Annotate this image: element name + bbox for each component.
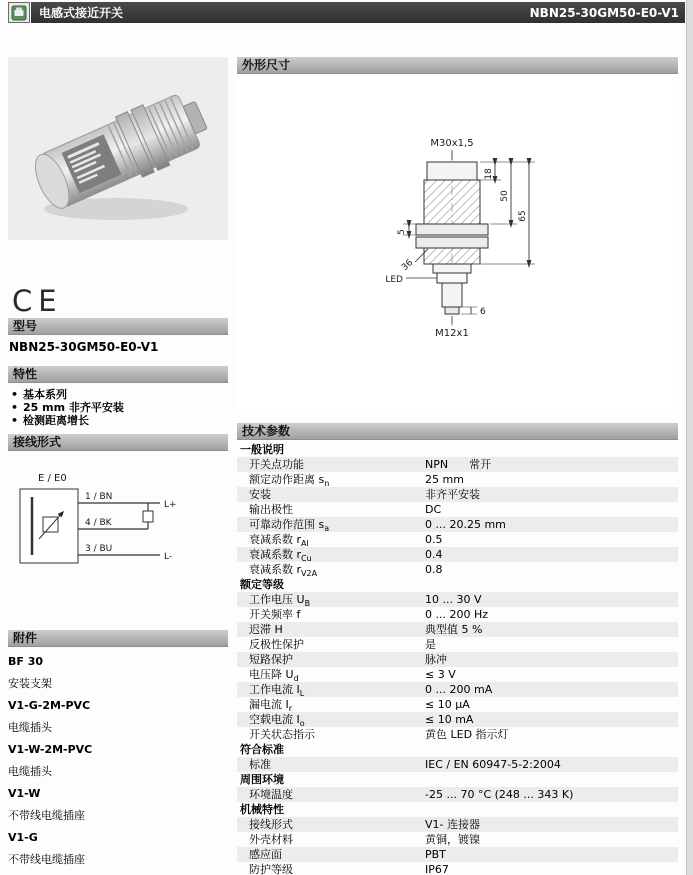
wire-label-bk: 4 / BK bbox=[85, 518, 112, 528]
model-value: NBN25-30GM50-E0-V1 bbox=[9, 340, 159, 354]
tech-row bbox=[237, 832, 678, 847]
connector-tip bbox=[445, 307, 459, 314]
tech-section-title: 一般说明 bbox=[240, 443, 284, 456]
sensor-logo-icon bbox=[11, 5, 27, 21]
dim-nut-label: 5 bbox=[397, 229, 407, 235]
tech-row-value: 0.4 bbox=[425, 548, 443, 561]
tech-row-label: 短路保护 bbox=[249, 653, 293, 666]
tech-row bbox=[237, 637, 678, 652]
accessory-desc: 不带线电缆插座 bbox=[8, 809, 85, 822]
dim-flats-label: 36 bbox=[400, 257, 416, 274]
tech-row-value: 是 bbox=[425, 638, 436, 651]
connection-heading: 接线形式 bbox=[8, 434, 228, 451]
tech-row-label: 漏电流 $I_r$ bbox=[249, 698, 293, 712]
part-number: NBN25-30GM50-E0-V1 bbox=[529, 5, 679, 20]
tech-row bbox=[237, 517, 678, 532]
dim-tip-label: 6 bbox=[480, 307, 486, 317]
tech-row-value: 25 mm bbox=[425, 473, 464, 486]
accessory-name: V1-W bbox=[8, 787, 41, 800]
tech-row-label: 环境温度 bbox=[249, 788, 293, 801]
tech-row bbox=[237, 697, 678, 712]
tech-heading: 技术参数 bbox=[237, 423, 678, 440]
connector-size-label: M12x1 bbox=[435, 328, 469, 339]
header-bar-inner bbox=[31, 2, 685, 23]
tech-row bbox=[237, 502, 678, 517]
tech-row bbox=[237, 607, 678, 622]
dim-thread-length-label: 50 bbox=[500, 190, 510, 202]
feature-item: • 基本系列 bbox=[11, 388, 228, 401]
accessory-desc: 电缆插头 bbox=[8, 765, 52, 778]
tech-row-label: 衰减系数 $r_{Al}$ bbox=[249, 533, 309, 547]
sensor-nut-1 bbox=[416, 224, 488, 235]
tech-row bbox=[237, 457, 678, 472]
tech-row-label: 开关状态指示 bbox=[249, 728, 315, 741]
feature-item: • 25 mm 非齐平安装 bbox=[11, 401, 228, 414]
tech-row-label: 工作电压 $U_B$ bbox=[249, 593, 311, 607]
wire-label-bu: 3 / BU bbox=[85, 544, 113, 554]
tech-row-label: 外壳材料 bbox=[249, 833, 293, 846]
sensor-flange bbox=[433, 264, 471, 273]
features-list bbox=[11, 388, 228, 427]
tech-row bbox=[237, 532, 678, 547]
tech-row bbox=[237, 592, 678, 607]
tech-row bbox=[237, 667, 678, 682]
tech-row-value: 黄色 LED 指示灯 bbox=[425, 728, 509, 741]
tech-row bbox=[237, 757, 678, 772]
wiring-type-label: E / E0 bbox=[38, 473, 67, 484]
led-label: LED bbox=[385, 275, 403, 285]
features-heading: 特性 bbox=[8, 366, 228, 383]
thread-size-label: M30x1,5 bbox=[430, 138, 474, 149]
page-title: 电感式接近开关 bbox=[39, 6, 124, 20]
led-ring bbox=[437, 273, 467, 283]
tech-row bbox=[237, 712, 678, 727]
tech-section-title: 额定等级 bbox=[240, 578, 284, 591]
tech-row-value: DC bbox=[425, 503, 442, 516]
tech-row-value: 典型值 5 % bbox=[425, 623, 483, 636]
sensor-lower-thread bbox=[424, 248, 480, 264]
sensor-nut-2 bbox=[416, 237, 488, 248]
tech-row-label: 安装 bbox=[249, 488, 271, 501]
tech-row-value: 0.8 bbox=[425, 563, 443, 576]
tech-row-value: ≤ 3 V bbox=[425, 668, 456, 681]
accessory-desc: 安装支架 bbox=[8, 677, 52, 690]
tech-row bbox=[237, 562, 678, 577]
dim-cap-label: 18 bbox=[484, 168, 494, 180]
sensor-cap bbox=[427, 162, 477, 180]
accessory-name: V1-G-2M-PVC bbox=[8, 699, 91, 712]
feature-item: • 检测距离增长 bbox=[11, 414, 228, 427]
tech-row bbox=[237, 727, 678, 742]
accessory-name: V1-G bbox=[8, 831, 38, 844]
tech-row-value: 10 ... 30 V bbox=[425, 593, 482, 606]
tech-row-value: V1- 连接器 bbox=[425, 818, 480, 831]
tech-row-label: 衰减系数 $r_{V2A}$ bbox=[249, 563, 318, 577]
tech-table bbox=[237, 442, 678, 875]
dimensions-heading: 外形尺寸 bbox=[237, 57, 678, 74]
tech-row-label: 感应面 bbox=[249, 848, 282, 861]
tech-row bbox=[237, 622, 678, 637]
tech-row-value: 0.5 bbox=[425, 533, 443, 546]
tech-row bbox=[237, 472, 678, 487]
tech-section-title: 符合标准 bbox=[240, 743, 284, 756]
tech-row-value: 黄铜，镀镍 bbox=[425, 833, 480, 846]
tech-row bbox=[237, 862, 678, 875]
ce-mark: CE bbox=[12, 284, 63, 318]
header-bar bbox=[8, 2, 685, 23]
model-heading: 型号 bbox=[8, 318, 228, 335]
tech-row-value: 非齐平安装 bbox=[425, 488, 480, 501]
sensor-body-photo bbox=[27, 85, 215, 217]
tech-row-label: 开关点功能 bbox=[249, 458, 304, 471]
product-photo bbox=[8, 57, 228, 240]
tech-row bbox=[237, 682, 678, 697]
page-edge-strip bbox=[686, 0, 693, 875]
tech-row-label: 防护等级 bbox=[249, 863, 293, 875]
tech-row-label: 可靠动作范围 $s_a$ bbox=[249, 518, 330, 532]
dimension-drawing bbox=[237, 74, 678, 414]
tech-row-value: IP67 bbox=[425, 863, 449, 875]
right-column bbox=[237, 57, 678, 875]
rail-label-lplus: L+ bbox=[164, 500, 177, 510]
accessory-desc: 不带线电缆插座 bbox=[8, 853, 85, 866]
tech-row-label: 空载电流 $I_o$ bbox=[249, 713, 305, 727]
tech-section-title: 机械特性 bbox=[240, 803, 284, 816]
tech-row-value: ≤ 10 mA bbox=[425, 713, 474, 726]
tech-row-label: 接线形式 bbox=[249, 818, 293, 831]
tech-row-label: 衰减系数 $r_{Cu}$ bbox=[249, 548, 312, 562]
dim-overall-label: 65 bbox=[518, 210, 528, 222]
tech-row bbox=[237, 847, 678, 862]
sensor-thread bbox=[424, 180, 480, 224]
tech-row-label: 工作电流 $I_L$ bbox=[249, 683, 305, 697]
tech-row-label: 迟滞 H bbox=[249, 623, 283, 636]
tech-row-value: 0 ... 200 Hz bbox=[425, 608, 489, 621]
tech-row-label: 开关频率 f bbox=[249, 608, 301, 621]
tech-row-value: -25 ... 70 °C (248 ... 343 K) bbox=[425, 788, 574, 801]
rail-label-lminus: L- bbox=[164, 552, 173, 562]
tech-row bbox=[237, 652, 678, 667]
tech-row-value: 0 ... 20.25 mm bbox=[425, 518, 506, 531]
tech-row bbox=[237, 547, 678, 562]
tech-row bbox=[237, 787, 678, 802]
connector-barrel bbox=[442, 283, 462, 307]
wiring-diagram bbox=[8, 465, 228, 595]
brand-box bbox=[8, 2, 30, 23]
tech-row-value: NPN 常开 bbox=[425, 458, 492, 471]
tech-row-label: 电压降 $U_d$ bbox=[249, 668, 299, 682]
tech-row-value: IEC / EN 60947-5-2:2004 bbox=[425, 758, 561, 771]
accessory-name: BF 30 bbox=[8, 655, 44, 668]
tech-row-label: 反极性保护 bbox=[249, 638, 304, 651]
tech-row-value: 脉冲 bbox=[425, 653, 447, 666]
accessory-name: V1-W-2M-PVC bbox=[8, 743, 93, 756]
accessories-list bbox=[8, 655, 228, 867]
left-column bbox=[8, 57, 228, 875]
sensor-symbol-box bbox=[20, 489, 78, 563]
tech-row-value: 0 ... 200 mA bbox=[425, 683, 493, 696]
content-columns bbox=[8, 57, 678, 875]
tech-row bbox=[237, 487, 678, 502]
tech-row-label: 输出极性 bbox=[249, 503, 293, 516]
accessory-desc: 电缆插头 bbox=[8, 721, 52, 734]
tech-row bbox=[237, 817, 678, 832]
tech-row-label: 额定动作距离 $s_n$ bbox=[249, 473, 330, 487]
load-symbol bbox=[143, 511, 153, 522]
tech-row-value: PBT bbox=[425, 848, 446, 861]
tech-row-label: 标准 bbox=[249, 758, 271, 771]
accessories-heading: 附件 bbox=[8, 630, 228, 647]
tech-row-value: ≤ 10 μA bbox=[425, 698, 470, 711]
tech-section-title: 周围环境 bbox=[240, 773, 284, 786]
wire-label-bn: 1 / BN bbox=[85, 492, 113, 502]
